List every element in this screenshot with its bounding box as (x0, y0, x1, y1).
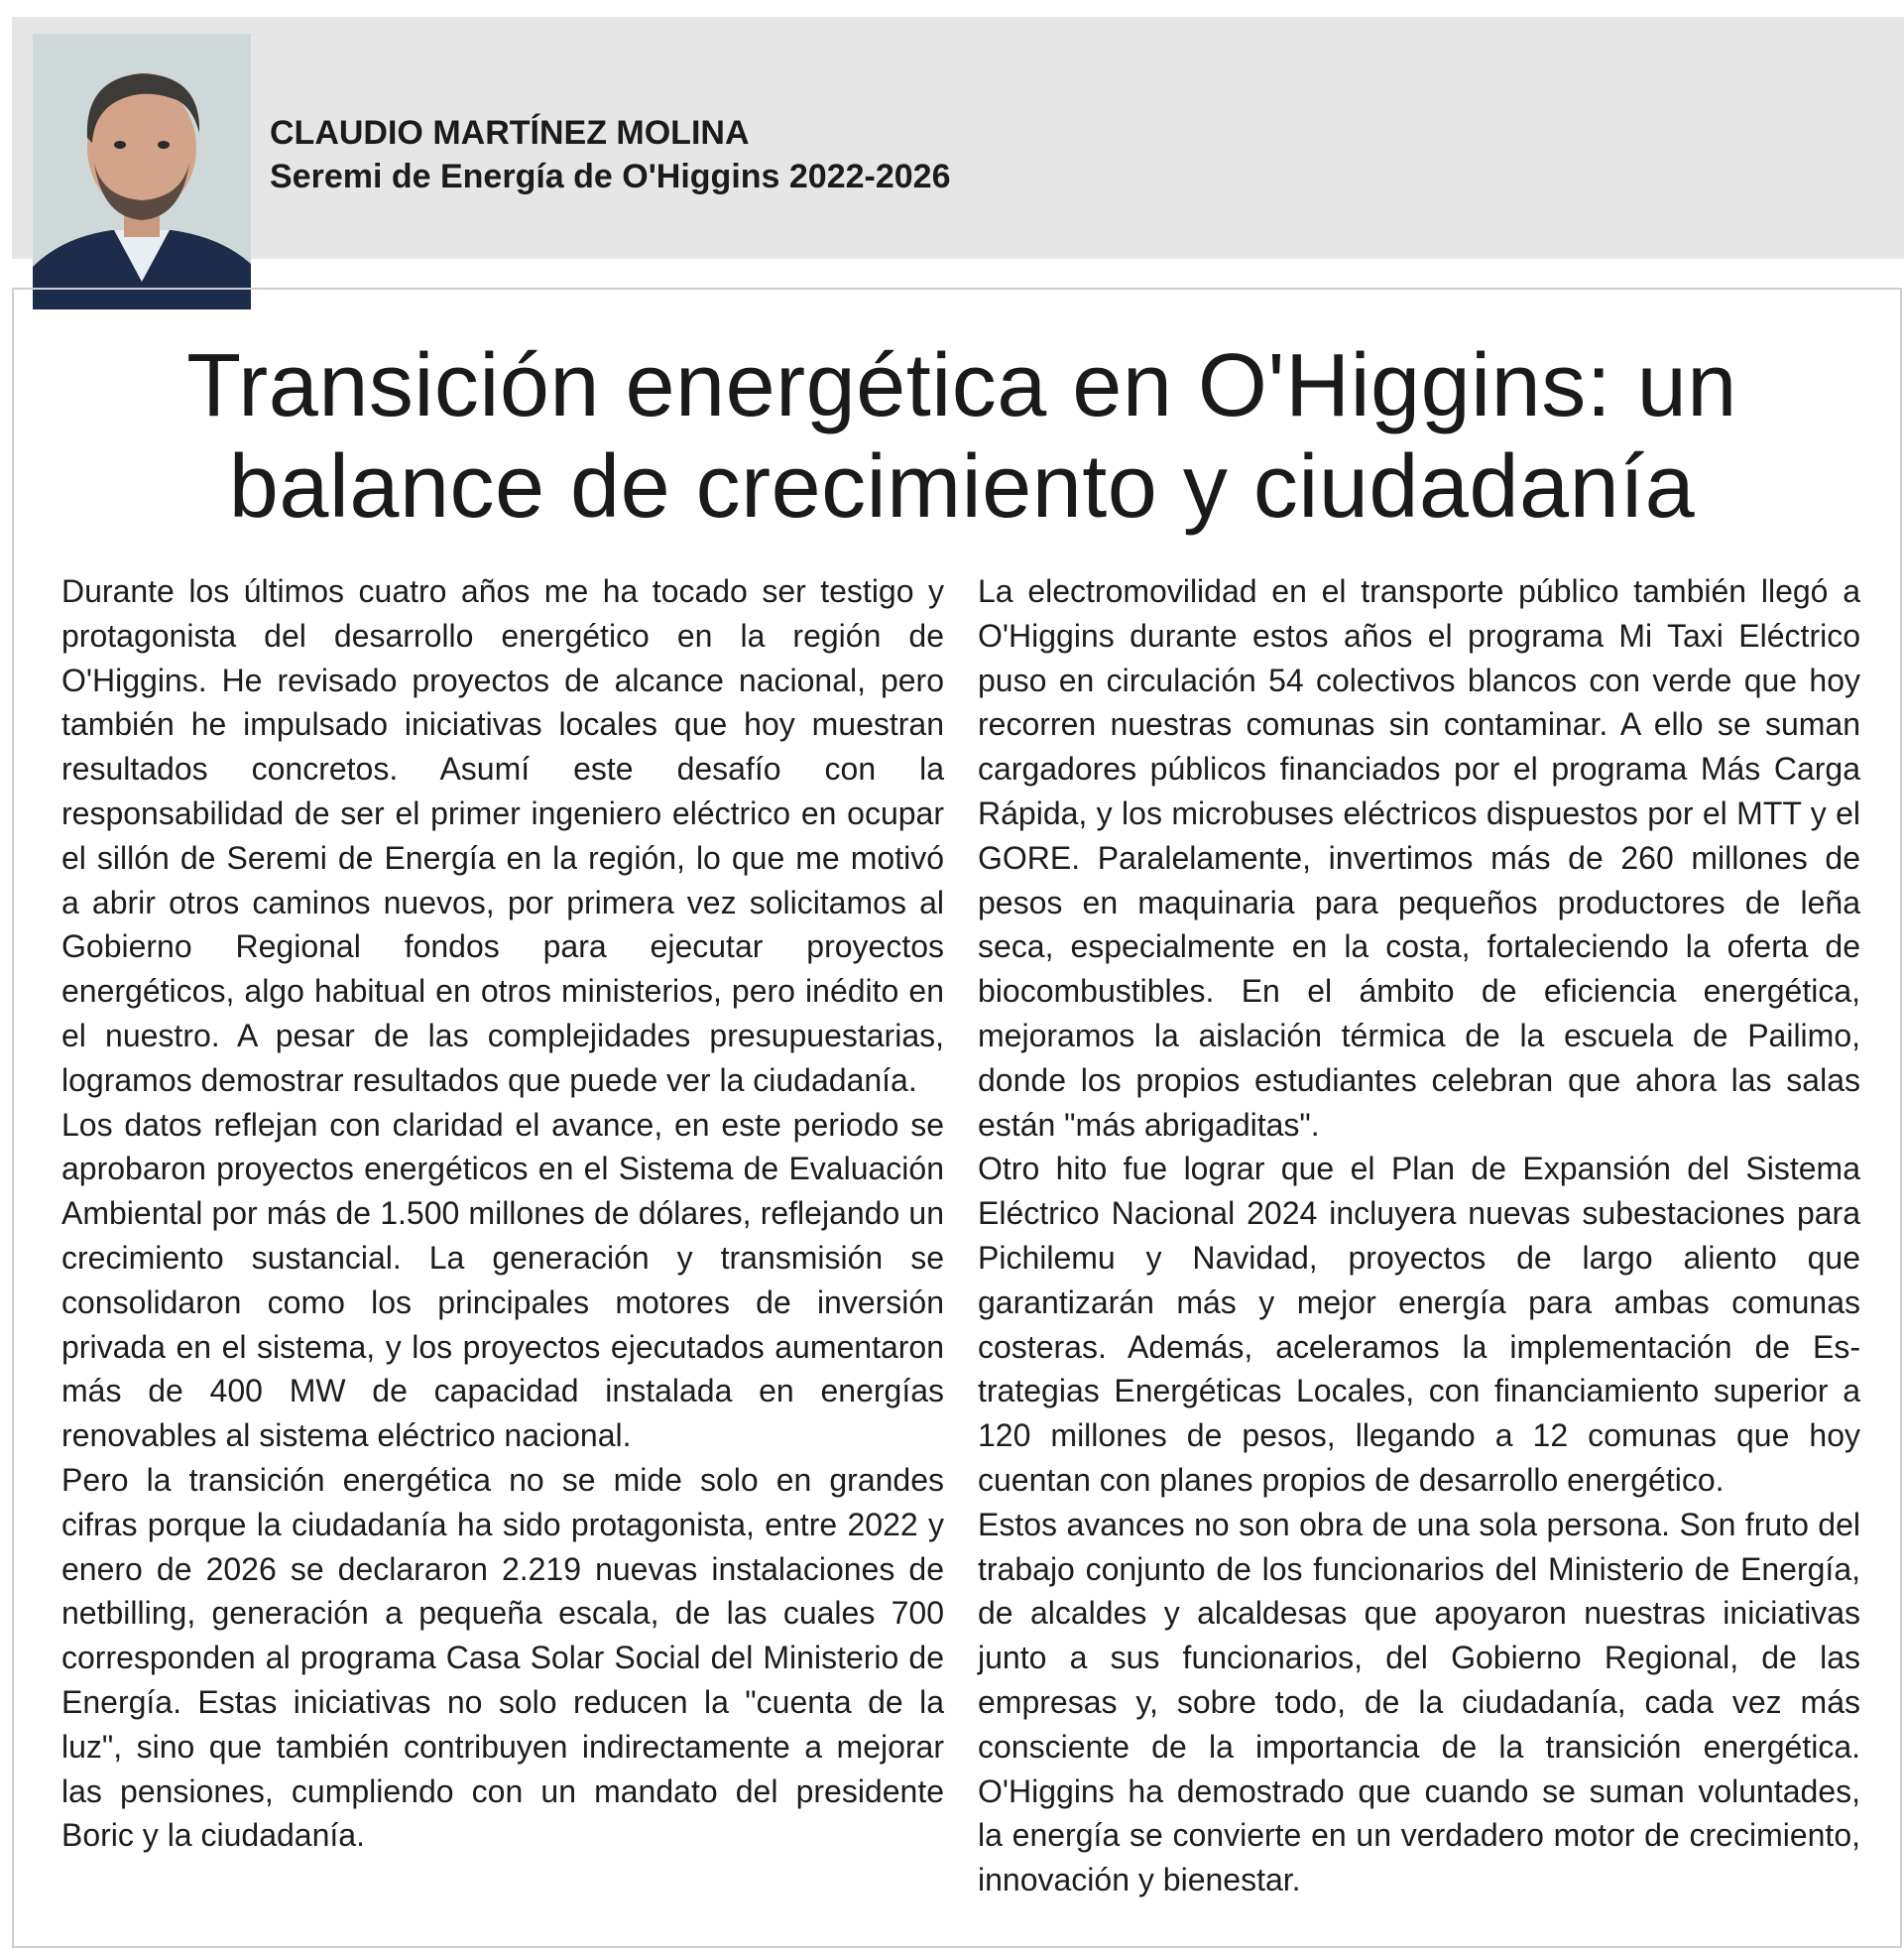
paragraph: Otro hito fue lograr que el Plan de Expansión del Sistema Eléctrico Nacional 2024 incluyera nuevas subestaciones para Pichilemu y Navidad, proyectos de largo aliento que garantizarán más y mejor energía para ambas comunas costeras. Además, aceleramos la implementación de Estrategias Energéticas Locales, con financiamiento superior a 120 millones de pesos, llegando a 12 comunas que hoy cuentan con planes propios de desarrollo energético. (978, 1151, 1860, 1498)
paragraph: La electromovilidad en el transporte público también llegó a O'Higgins durante estos años el programa Mi Taxi Eléctrico puso en circulación 54 colectivos blancos con verde que hoy recorren nuestras comunas sin contaminar. A ello se suman cargadores públicos financiados por el programa Más Carga Rápida, y los microbuses eléctricos dispuestos por el MTT y el GORE. Paralelamente, invertimos más de 260 millones de pesos en maquinaria para pequeños productores de leña seca, especialmente en la costa, fortaleciendo la oferta de biocombustibles. En el ámbito de eficiencia energética, mejoramos la aislación térmica de la escuela de Pailimo, donde los propios estudiantes celebran que ahora las salas están "más abrigaditas". (978, 573, 1860, 1143)
paragraph: Pero la transición energética no se mide solo en grandes cifras porque la ciudadanía ha sido protagonista, entre 2022 y enero de 2026 se declararon 2.219 nuevas instalaciones de netbilling, generación a pequeña escala, de las cuales 700 corresponden al programa Casa Solar Social del Ministerio de Energía. Estas iniciativas no solo reducen la "cuenta de la luz", sino que también contribuyen indirectamente a mejorar las pensiones, cumpliendo con un mandato del presidente Boric y la ciudadanía. (61, 1461, 944, 1854)
author-portrait-image (33, 34, 251, 309)
paragraph: Los datos reflejan con claridad el avance, en este periodo se aprobaron proyectos energéticos en el Sistema de Evaluación Ambiental por más de 1.500 millones de dólares, reflejando un crecimiento sustancial. La generación y transmisión se consolidaron como los principales motores de inversión privada en el sistema, y los proyectos ejecutados aumentaron más de 400 MW de capacidad instalada en energías renovables al sistema eléctrico nacional. (61, 1106, 944, 1454)
article-column-left (61, 569, 944, 1858)
article-headline: Transición energética en O'Higgins: un balance de crecimiento y ciudadanía (186, 336, 1737, 537)
author-photo (33, 34, 251, 309)
author-role: Seremi de Energía de O'Higgins 2022-2026 (270, 158, 951, 195)
author-name: CLAUDIO MARTÍNEZ MOLINA (270, 114, 750, 152)
paragraph: Durante los últimos cuatro años me ha tocado ser testigo y protagonista del desarrollo energético en la región de O'Higgins. He revisado proyectos de alcance nacional, pero también he impulsado iniciativas locales que hoy muestran resultados concretos. Asumí este desafío con la responsabilidad de ser el primer ingeniero eléctrico en ocupar el sillón de Seremi de Energía en la región, lo que me motivó a abrir otros caminos nuevos, por primera vez solicitamos al Gobierno Regional fondos para ejecutar proyectos energéticos, algo habitual en otros ministerios, pero inédito en el nuestro. A pesar de las complejidades presupuestarias, logramos demostrar resultados que puede ver la ciudadanía. (61, 573, 944, 1098)
article-column-right (978, 569, 1860, 1902)
paragraph: Estos avances no son obra de una sola persona. Son fruto del trabajo conjunto de los funcionarios del Ministerio de Energía, de alcaldes y alcaldesas que apoyaron nuestras iniciativas junto a sus funcionarios, del Gobierno Regional, de las empresas y, sobre todo, de la ciudadanía, cada vez más consciente de la importancia de la transición energética. O'Higgins ha demostrado que cuando se suman voluntades, la energía se convierte en un verdadero motor de crecimiento, innovación y bienestar. (978, 1506, 1860, 1898)
author-byline (270, 111, 951, 198)
